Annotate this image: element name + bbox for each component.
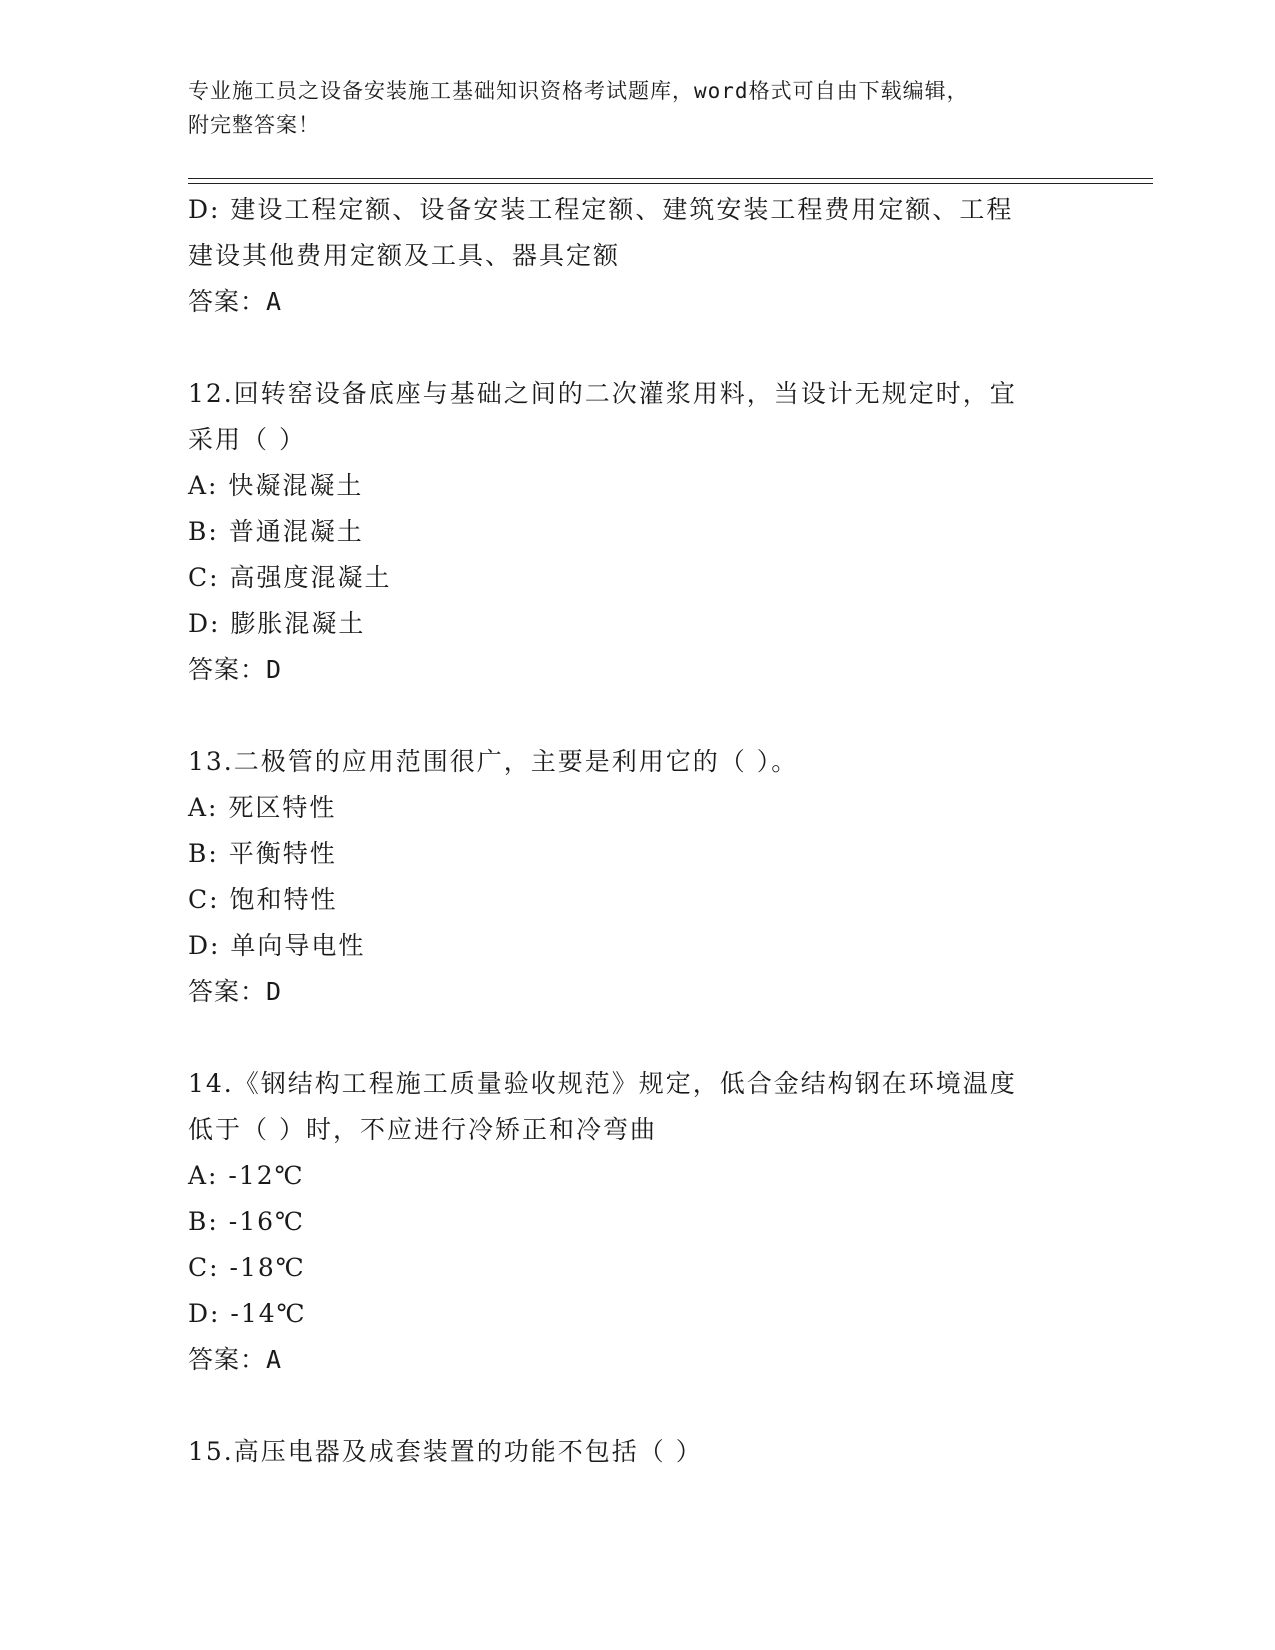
question-14 xyxy=(188,1061,1088,1383)
answer-label: 答案： xyxy=(188,977,267,1006)
option-d: D: 单向导电性 xyxy=(188,931,366,960)
option-b: B: 普通混凝土 xyxy=(188,517,364,546)
answer-line xyxy=(188,1337,1088,1383)
option-c: C: 高强度混凝土 xyxy=(188,563,392,592)
answer-label: 答案： xyxy=(188,287,267,316)
question-13 xyxy=(188,739,1088,1015)
header-line-1: 专业施工员之设备安装施工基础知识资格考试题库，word格式可自由下载编辑， xyxy=(188,79,969,103)
answer-label: 答案： xyxy=(188,1345,267,1374)
answer-value: D xyxy=(266,655,283,684)
option-d: D: 膨胀混凝土 xyxy=(188,609,366,638)
header-divider-top xyxy=(188,178,1153,179)
option-b: B: 平衡特性 xyxy=(188,839,337,868)
partial-question xyxy=(188,187,1088,325)
question-stem-line-2: 低于（ ）时，不应进行冷矫正和冷弯曲 xyxy=(188,1115,657,1144)
option-c: C: -18℃ xyxy=(188,1253,306,1282)
answer-line xyxy=(188,647,1088,693)
option-b: B: -16℃ xyxy=(188,1207,305,1236)
question-stem-line-1: 14.《钢结构工程施工质量验收规范》规定，低合金结构钢在环境温度 xyxy=(188,1069,1017,1098)
header-line-2: 附完整答案！ xyxy=(188,113,320,137)
answer-label: 答案： xyxy=(188,655,267,684)
option-d-line-1: D: 建设工程定额、设备安装工程定额、建筑安装工程费用定额、工程 xyxy=(188,195,1014,224)
option-c: C: 饱和特性 xyxy=(188,885,338,914)
option-a: A: 死区特性 xyxy=(188,793,337,822)
question-12 xyxy=(188,371,1088,693)
answer-value: A xyxy=(266,1345,283,1374)
question-list xyxy=(188,187,1088,1475)
question-15 xyxy=(188,1429,1088,1475)
answer-value: D xyxy=(266,977,283,1006)
header-divider-bottom xyxy=(188,183,1153,184)
document-header xyxy=(188,74,1068,142)
question-stem-line-1: 15.高压电器及成套装置的功能不包括（ ） xyxy=(188,1437,703,1466)
spacer xyxy=(188,325,1088,371)
question-stem-line-1: 13.二极管的应用范围很广，主要是利用它的（ ）。 xyxy=(188,747,799,776)
option-a: A: 快凝混凝土 xyxy=(188,471,364,500)
answer-line xyxy=(188,969,1088,1015)
question-stem-line-2: 采用（ ） xyxy=(188,425,306,454)
option-d: D: -14℃ xyxy=(188,1299,307,1328)
spacer xyxy=(188,1015,1088,1061)
option-d-line-2: 建设其他费用定额及工具、器具定额 xyxy=(188,241,621,270)
spacer xyxy=(188,1383,1088,1429)
option-a: A: -12℃ xyxy=(188,1161,305,1190)
spacer xyxy=(188,693,1088,739)
answer-line xyxy=(188,279,1088,325)
answer-value: A xyxy=(266,287,283,316)
question-stem-line-1: 12.回转窑设备底座与基础之间的二次灌浆用料，当设计无规定时，宜 xyxy=(188,379,1017,408)
